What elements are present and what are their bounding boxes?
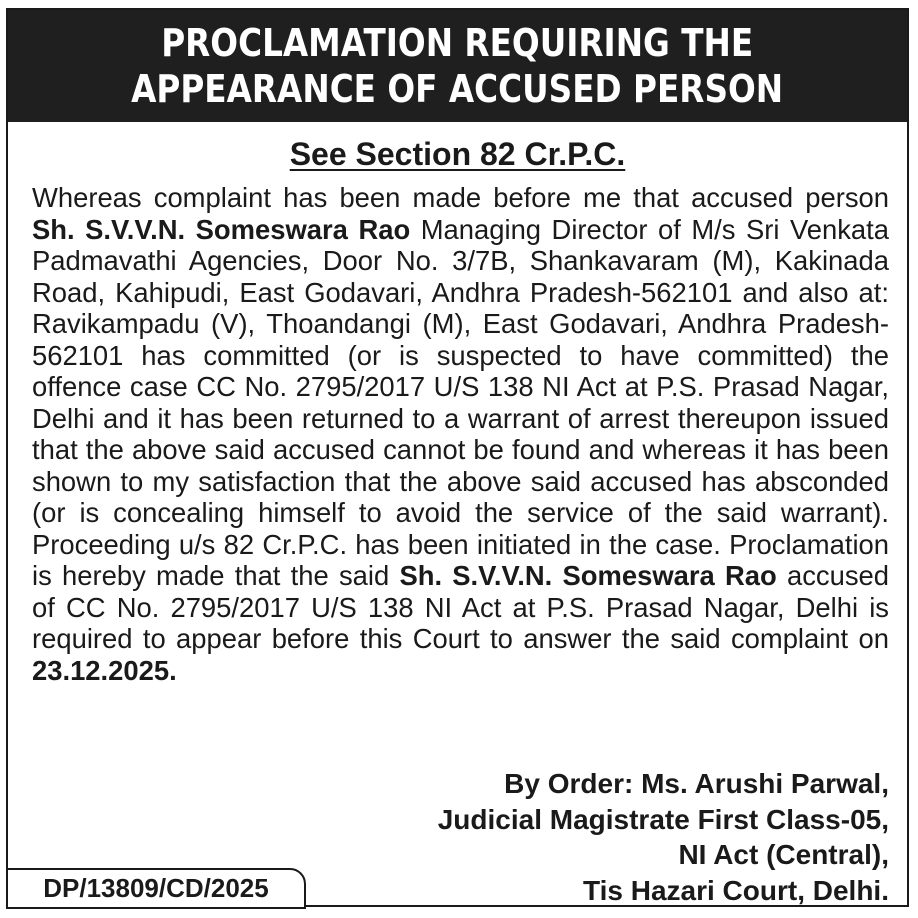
- reference-number-box: [6, 868, 306, 909]
- signature-line-1: By Order: Ms. Arushi Parwal,: [504, 768, 889, 799]
- notice-body: [32, 182, 889, 686]
- header-line-1: PROCLAMATION REQUIRING THE: [161, 21, 754, 65]
- section-reference: [8, 134, 907, 174]
- proclamation-notice: [6, 8, 909, 907]
- body-text-part-2: Managing Director of M/s Sri Venkata Padmavathi Agencies, Door No. 3/7B, Shankavaram (M), Kakinada Road, Kahipudi, East Godavari, Andhra Pradesh-562101 and also at: Ravikampadu (V), Thoandangi (M), East Godavari, Andhra Pradesh-562101 has committed (or is suspected to have committed) the offence case CC No. 2795/2017 U/S 138 NI Act at P.S. Prasad Nagar, Delhi and it has been returned to a warrant of arrest thereupon issued that the above said accused cannot be found and whereas it has been shown to my satisfaction that the above said accused has absconded (or is concealing himself to avoid the service of the said warrant). Proceeding u/s 82 Cr.P.C. has been initiated in the case. Proclamation is hereby made that the said: [32, 213, 889, 591]
- appearance-date: 23.12.2025.: [32, 654, 177, 686]
- signature-line-2: Judicial Magistrate First Class-05,: [437, 803, 889, 835]
- signature-line-4: Tis Hazari Court, Delhi.: [583, 874, 889, 906]
- signature-line-3: NI Act (Central),: [678, 839, 889, 870]
- signature-block: [438, 766, 889, 908]
- section-reference-text: See Section 82 Cr.P.C.: [289, 136, 626, 172]
- reference-number: DP/13809/CD/2025: [43, 873, 269, 903]
- accused-name-repeat: Sh. S.V.V.N. Someswara Rao: [399, 560, 777, 591]
- notice-header: [8, 10, 907, 122]
- header-line-2: APPEARANCE OF ACCUSED PERSON: [131, 67, 784, 111]
- body-text-part-3: accused of CC No. 2795/2017 U/S 138 NI Act at P.S. Prasad Nagar, Delhi is required to appear before this Court to answer the said complaint on: [32, 560, 889, 654]
- body-text-part-1: Whereas complaint has been made before me that accused person: [32, 182, 889, 213]
- accused-name: Sh. S.V.V.N. Someswara Rao: [32, 213, 411, 245]
